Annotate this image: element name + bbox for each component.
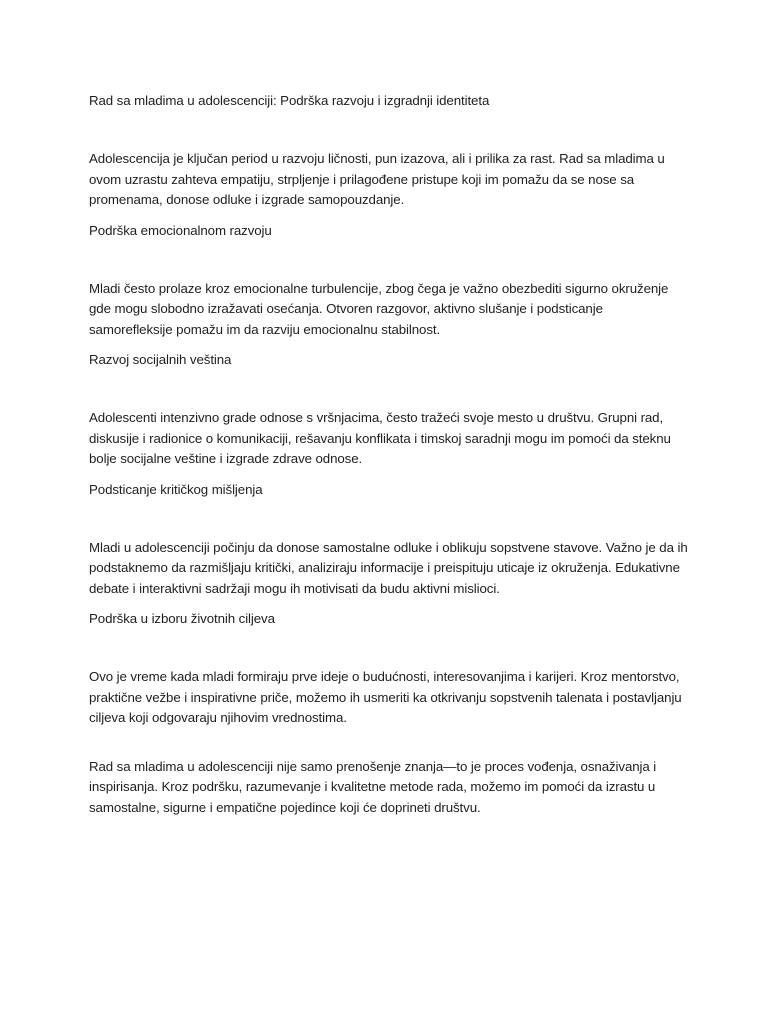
section-body-emotional: Mladi često prolaze kroz emocionalne turbulencije, zbog čega je važno obezbediti sigurno okruženje gde mogu slobodno izražavati osećanja. Otvoren razgovor, aktivno slušanje i podsticanje samorefleksije pomažu im da razviju emocionalnu stabilnost.	[89, 280, 669, 337]
section-body-social: Adolescenti intenzivno grade odnose s vršnjacima, često tražeći svoje mesto u društvu. Grupni rad, diskusije i radionice o komunikaciji, rešavanju konflikata i timskoj saradnji mogu im pomoći da steknu bolje socijalne veštine i izgrade zdrave odnose.	[89, 410, 671, 466]
section-heading-critical: Podsticanje kritičkog mišljenja	[89, 481, 263, 497]
document-content	[89, 91, 689, 828]
closing-paragraph: Rad sa mladima u adolescenciji nije samo prenošenje znanja—to je proces vođenja, osnaživanja i inspirisanja. Kroz podršku, razumevanje i kvalitetne metode rada, možemo im pomoći da izrastu u samostalne, sigurne i empatične pojedince koji će doprineti društvu.	[89, 758, 657, 815]
section-heading-goals: Podrška u izboru životnih ciljeva	[89, 611, 275, 626]
intro-paragraph: Adolescencija je ključan period u razvoju ličnosti, pun izazova, ali i prilika za rast. Rad sa mladima u ovom uzrastu zahteva empatiju, strpljenje i prilagođene pristupe koji im pomažu da se nose sa promenama, donose odluke i izgrade samopouzdanje.	[89, 151, 665, 207]
section-body-critical: Mladi u adolescenciji počinju da donose samostalne odluke i oblikuju sopstvene stavove. Važno je da ih podstaknemo da razmišljaju kritički, analiziraju informacije i preispituju uticaje iz okruženja. Edukativne debate i interaktivni sadržaji mogu ih motivisati da budu aktivni mislioci.	[89, 539, 688, 596]
section-heading-emotional: Podrška emocionalnom razvoju	[89, 222, 272, 238]
document-title: Rad sa mladima u adolescenciji: Podrška razvoju i izgradnji identiteta	[89, 93, 490, 108]
section-heading-social: Razvoj socijalnih veština	[89, 352, 232, 367]
section-body-goals: Ovo je vreme kada mladi formiraju prve ideje o budućnosti, interesovanjima i karijeri. Kroz mentorstvo, praktične vežbe i inspirativne priče, možemo ih usmeriti ka otkrivanju sopstvenih talenata i postavljanju ciljeva koji odgovaraju njihovim vrednostima.	[89, 669, 682, 725]
